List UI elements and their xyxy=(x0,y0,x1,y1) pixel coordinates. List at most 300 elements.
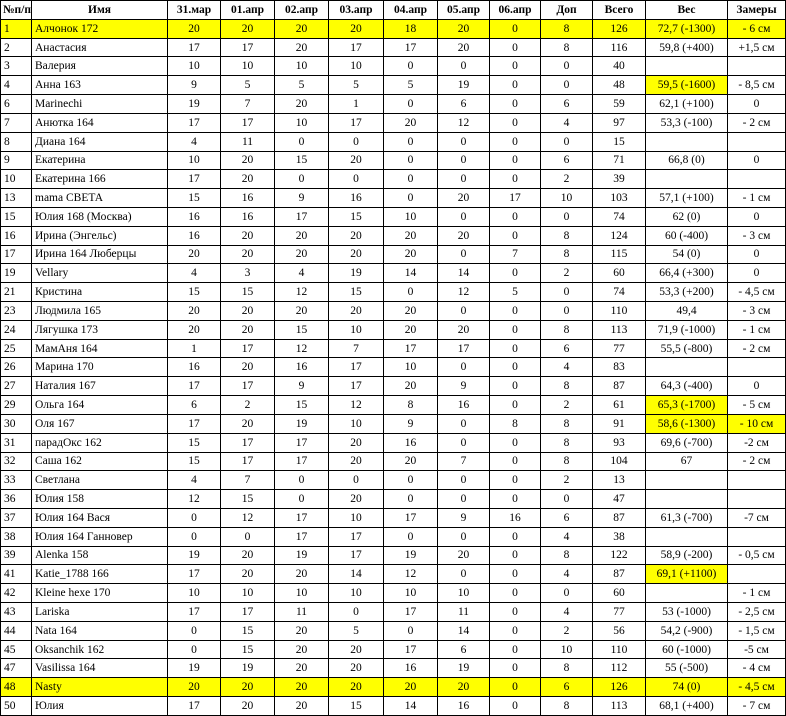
table-row xyxy=(1,621,786,640)
day-score-cell: 19 xyxy=(168,95,221,114)
day-score-cell: 20 xyxy=(384,226,438,245)
table-row xyxy=(1,584,786,603)
measurement-cell: - 0,5 см xyxy=(728,546,786,565)
measurement-cell: - 1 см xyxy=(728,584,786,603)
row-number: 21 xyxy=(1,283,32,302)
column-header: 02.апр xyxy=(275,1,329,20)
table-row xyxy=(1,95,786,114)
total-cell: 77 xyxy=(593,339,646,358)
day-score-cell: 16 xyxy=(329,189,384,208)
table-row xyxy=(1,697,786,716)
day-score-cell: 5 xyxy=(384,76,438,95)
day-score-cell: 20 xyxy=(221,320,275,339)
total-cell: 74 xyxy=(593,283,646,302)
total-cell: 60 xyxy=(593,584,646,603)
measurement-cell: - 6 см xyxy=(728,19,786,38)
row-number: 16 xyxy=(1,226,32,245)
day-score-cell: 17 xyxy=(384,640,438,659)
extra-cell: 8 xyxy=(541,546,593,565)
total-cell: 126 xyxy=(593,678,646,697)
extra-cell: 4 xyxy=(541,565,593,584)
day-score-cell: 12 xyxy=(275,283,329,302)
table-row xyxy=(1,339,786,358)
day-score-cell: 20 xyxy=(438,189,490,208)
day-score-cell: 20 xyxy=(275,621,329,640)
day-score-cell: 17 xyxy=(221,603,275,622)
table-row xyxy=(1,603,786,622)
day-score-cell: 0 xyxy=(490,38,541,57)
table-row xyxy=(1,189,786,208)
row-number: 6 xyxy=(1,95,32,114)
weight-cell xyxy=(646,471,728,490)
extra-cell: 4 xyxy=(541,358,593,377)
day-score-cell: 20 xyxy=(275,38,329,57)
table-row xyxy=(1,226,786,245)
day-score-cell: 20 xyxy=(168,320,221,339)
day-score-cell: 0 xyxy=(438,490,490,509)
participant-name: Юлия 164 Ганновер xyxy=(32,527,168,546)
extra-cell: 8 xyxy=(541,226,593,245)
weight-cell: 58,6 (-1300) xyxy=(646,414,728,433)
day-score-cell: 0 xyxy=(490,264,541,283)
day-score-cell: 0 xyxy=(490,659,541,678)
extra-cell: 8 xyxy=(541,414,593,433)
table-row xyxy=(1,396,786,415)
measurement-cell: - 2 см xyxy=(728,339,786,358)
day-score-cell: 20 xyxy=(275,19,329,38)
day-score-cell: 0 xyxy=(275,170,329,189)
table-row xyxy=(1,207,786,226)
table-row xyxy=(1,76,786,95)
day-score-cell: 12 xyxy=(438,283,490,302)
weight-cell: 53 (-1000) xyxy=(646,603,728,622)
extra-cell: 6 xyxy=(541,151,593,170)
day-score-cell: 20 xyxy=(275,697,329,716)
day-score-cell: 16 xyxy=(490,508,541,527)
day-score-cell: 20 xyxy=(384,377,438,396)
measurement-cell: - 2 см xyxy=(728,113,786,132)
day-score-cell: 0 xyxy=(490,490,541,509)
table-row xyxy=(1,377,786,396)
extra-cell: 6 xyxy=(541,678,593,697)
day-score-cell: 20 xyxy=(221,678,275,697)
day-score-cell: 9 xyxy=(438,377,490,396)
day-score-cell: 0 xyxy=(384,283,438,302)
day-score-cell: 15 xyxy=(168,189,221,208)
day-score-cell: 17 xyxy=(275,433,329,452)
total-cell: 15 xyxy=(593,132,646,151)
table-row xyxy=(1,433,786,452)
measurement-cell xyxy=(728,565,786,584)
extra-cell: 0 xyxy=(541,584,593,603)
day-score-cell: 0 xyxy=(490,95,541,114)
row-number: 38 xyxy=(1,527,32,546)
day-score-cell: 16 xyxy=(168,226,221,245)
day-score-cell: 0 xyxy=(384,621,438,640)
row-number: 29 xyxy=(1,396,32,415)
measurement-cell xyxy=(728,527,786,546)
weight-cell: 60 (-1000) xyxy=(646,640,728,659)
weight-cell xyxy=(646,527,728,546)
day-score-cell: 15 xyxy=(221,283,275,302)
day-score-cell: 7 xyxy=(438,452,490,471)
row-number: 33 xyxy=(1,471,32,490)
day-score-cell: 20 xyxy=(329,19,384,38)
day-score-cell: 17 xyxy=(329,113,384,132)
measurement-cell: - 2,5 см xyxy=(728,603,786,622)
day-score-cell: 17 xyxy=(438,339,490,358)
participant-name: Юлия 164 Вася xyxy=(32,508,168,527)
weight-cell xyxy=(646,132,728,151)
participant-name: Наталия 167 xyxy=(32,377,168,396)
day-score-cell: 10 xyxy=(329,414,384,433)
day-score-cell: 20 xyxy=(221,245,275,264)
day-score-cell: 17 xyxy=(329,527,384,546)
total-cell: 87 xyxy=(593,565,646,584)
row-number: 41 xyxy=(1,565,32,584)
extra-cell: 4 xyxy=(541,603,593,622)
day-score-cell: 20 xyxy=(438,38,490,57)
weight-cell xyxy=(646,170,728,189)
participant-name: Oksanchik 162 xyxy=(32,640,168,659)
day-score-cell: 0 xyxy=(221,527,275,546)
day-score-cell: 0 xyxy=(438,471,490,490)
day-score-cell: 0 xyxy=(490,697,541,716)
row-number: 26 xyxy=(1,358,32,377)
participant-name: Екатерина xyxy=(32,151,168,170)
day-score-cell: 17 xyxy=(329,377,384,396)
day-score-cell: 7 xyxy=(221,471,275,490)
table-row xyxy=(1,151,786,170)
weight-cell: 60 (-400) xyxy=(646,226,728,245)
day-score-cell: 16 xyxy=(168,358,221,377)
measurement-cell: - 2 см xyxy=(728,452,786,471)
weight-cell xyxy=(646,57,728,76)
day-score-cell: 20 xyxy=(221,697,275,716)
measurement-cell: +1,5 см xyxy=(728,38,786,57)
day-score-cell: 0 xyxy=(384,57,438,76)
day-score-cell: 17 xyxy=(275,207,329,226)
participant-name: Анна 163 xyxy=(32,76,168,95)
day-score-cell: 0 xyxy=(384,527,438,546)
table-row xyxy=(1,640,786,659)
day-score-cell: 17 xyxy=(384,603,438,622)
weight-cell: 49,4 xyxy=(646,302,728,321)
day-score-cell: 17 xyxy=(221,38,275,57)
participant-name: Lariska xyxy=(32,603,168,622)
day-score-cell: 8 xyxy=(384,396,438,415)
row-number: 9 xyxy=(1,151,32,170)
total-cell: 77 xyxy=(593,603,646,622)
day-score-cell: 0 xyxy=(490,621,541,640)
table-row xyxy=(1,358,786,377)
row-number: 39 xyxy=(1,546,32,565)
day-score-cell: 17 xyxy=(221,113,275,132)
total-cell: 39 xyxy=(593,170,646,189)
extra-cell: 0 xyxy=(541,490,593,509)
weight-cell: 64,3 (-400) xyxy=(646,377,728,396)
table-row xyxy=(1,546,786,565)
day-score-cell: 16 xyxy=(438,396,490,415)
row-number: 2 xyxy=(1,38,32,57)
extra-cell: 8 xyxy=(541,377,593,396)
day-score-cell: 20 xyxy=(221,226,275,245)
participant-name: Кристина xyxy=(32,283,168,302)
day-score-cell: 17 xyxy=(221,339,275,358)
day-score-cell: 17 xyxy=(329,546,384,565)
day-score-cell: 0 xyxy=(490,358,541,377)
weight-cell: 74 (0) xyxy=(646,678,728,697)
day-score-cell: 0 xyxy=(490,19,541,38)
day-score-cell: 0 xyxy=(168,508,221,527)
day-score-cell: 16 xyxy=(384,433,438,452)
day-score-cell: 17 xyxy=(384,339,438,358)
day-score-cell: 20 xyxy=(329,302,384,321)
day-score-cell: 0 xyxy=(490,113,541,132)
row-number: 36 xyxy=(1,490,32,509)
participant-name: Katie_1788 166 xyxy=(32,565,168,584)
table-row xyxy=(1,38,786,57)
day-score-cell: 0 xyxy=(490,132,541,151)
extra-cell: 6 xyxy=(541,508,593,527)
weight-cell: 62 (0) xyxy=(646,207,728,226)
participant-name: МамАня 164 xyxy=(32,339,168,358)
day-score-cell: 10 xyxy=(329,57,384,76)
day-score-cell: 10 xyxy=(329,508,384,527)
measurement-cell: - 7 см xyxy=(728,697,786,716)
day-score-cell: 0 xyxy=(490,57,541,76)
measurement-cell: - 4 см xyxy=(728,659,786,678)
total-cell: 47 xyxy=(593,490,646,509)
day-score-cell: 0 xyxy=(438,151,490,170)
participant-name: Ирина (Энгельс) xyxy=(32,226,168,245)
day-score-cell: 20 xyxy=(438,19,490,38)
day-score-cell: 0 xyxy=(384,151,438,170)
day-score-cell: 14 xyxy=(384,264,438,283)
day-score-cell: 14 xyxy=(384,697,438,716)
day-score-cell: 17 xyxy=(221,433,275,452)
day-score-cell: 0 xyxy=(275,490,329,509)
row-number: 19 xyxy=(1,264,32,283)
day-score-cell: 20 xyxy=(329,226,384,245)
day-score-cell: 20 xyxy=(438,678,490,697)
day-score-cell: 19 xyxy=(384,546,438,565)
total-cell: 115 xyxy=(593,245,646,264)
participant-name: Marinechi xyxy=(32,95,168,114)
day-score-cell: 5 xyxy=(490,283,541,302)
day-score-cell: 0 xyxy=(384,189,438,208)
table-body xyxy=(1,19,786,715)
extra-cell: 2 xyxy=(541,621,593,640)
day-score-cell: 17 xyxy=(275,527,329,546)
day-score-cell: 0 xyxy=(329,603,384,622)
day-score-cell: 20 xyxy=(221,414,275,433)
day-score-cell: 0 xyxy=(438,302,490,321)
day-score-cell: 9 xyxy=(275,377,329,396)
total-cell: 103 xyxy=(593,189,646,208)
total-cell: 74 xyxy=(593,207,646,226)
weight-cell: 58,9 (-200) xyxy=(646,546,728,565)
table-row xyxy=(1,320,786,339)
day-score-cell: 14 xyxy=(438,264,490,283)
weight-cell: 55 (-500) xyxy=(646,659,728,678)
day-score-cell: 15 xyxy=(329,697,384,716)
column-header: Всего xyxy=(593,1,646,20)
day-score-cell: 10 xyxy=(384,207,438,226)
day-score-cell: 10 xyxy=(384,358,438,377)
day-score-cell: 15 xyxy=(168,283,221,302)
day-score-cell: 4 xyxy=(168,471,221,490)
measurement-cell: - 8,5 см xyxy=(728,76,786,95)
day-score-cell: 15 xyxy=(221,640,275,659)
day-score-cell: 10 xyxy=(221,57,275,76)
table-row xyxy=(1,283,786,302)
row-number: 1 xyxy=(1,19,32,38)
total-cell: 113 xyxy=(593,320,646,339)
day-score-cell: 20 xyxy=(384,245,438,264)
measurement-cell: - 4,5 см xyxy=(728,283,786,302)
participant-name: Ольга 164 xyxy=(32,396,168,415)
day-score-cell: 15 xyxy=(329,283,384,302)
day-score-cell: 2 xyxy=(221,396,275,415)
row-number: 30 xyxy=(1,414,32,433)
table-row xyxy=(1,57,786,76)
measurement-cell: 0 xyxy=(728,207,786,226)
measurement-cell: -7 см xyxy=(728,508,786,527)
extra-cell: 0 xyxy=(541,302,593,321)
measurement-cell: 0 xyxy=(728,377,786,396)
day-score-cell: 0 xyxy=(438,245,490,264)
day-score-cell: 20 xyxy=(168,678,221,697)
day-score-cell: 6 xyxy=(438,95,490,114)
day-score-cell: 14 xyxy=(329,565,384,584)
weight-cell: 65,3 (-1700) xyxy=(646,396,728,415)
extra-cell: 8 xyxy=(541,452,593,471)
day-score-cell: 0 xyxy=(490,678,541,697)
day-score-cell: 19 xyxy=(438,76,490,95)
day-score-cell: 15 xyxy=(275,396,329,415)
weight-cell: 53,3 (+200) xyxy=(646,283,728,302)
extra-cell: 8 xyxy=(541,245,593,264)
measurement-cell: - 10 см xyxy=(728,414,786,433)
participant-name: Юлия 168 (Москва) xyxy=(32,207,168,226)
day-score-cell: 10 xyxy=(168,584,221,603)
day-score-cell: 10 xyxy=(329,320,384,339)
day-score-cell: 19 xyxy=(221,659,275,678)
day-score-cell: 19 xyxy=(329,264,384,283)
table-row xyxy=(1,19,786,38)
extra-cell: 0 xyxy=(541,283,593,302)
day-score-cell: 15 xyxy=(329,207,384,226)
table-row xyxy=(1,508,786,527)
day-score-cell: 19 xyxy=(438,659,490,678)
measurement-cell xyxy=(728,132,786,151)
day-score-cell: 0 xyxy=(490,170,541,189)
day-score-cell: 20 xyxy=(221,19,275,38)
day-score-cell: 10 xyxy=(275,584,329,603)
day-score-cell: 11 xyxy=(275,603,329,622)
row-number: 4 xyxy=(1,76,32,95)
day-score-cell: 17 xyxy=(384,508,438,527)
column-header: Имя xyxy=(32,1,168,20)
day-score-cell: 5 xyxy=(221,76,275,95)
day-score-cell: 20 xyxy=(275,640,329,659)
measurement-cell xyxy=(728,490,786,509)
total-cell: 116 xyxy=(593,38,646,57)
day-score-cell: 17 xyxy=(168,603,221,622)
column-header: 05.апр xyxy=(438,1,490,20)
day-score-cell: 15 xyxy=(275,151,329,170)
day-score-cell: 0 xyxy=(168,640,221,659)
day-score-cell: 9 xyxy=(384,414,438,433)
total-cell: 59 xyxy=(593,95,646,114)
day-score-cell: 20 xyxy=(275,226,329,245)
day-score-cell: 9 xyxy=(168,76,221,95)
day-score-cell: 17 xyxy=(168,697,221,716)
day-score-cell: 0 xyxy=(490,377,541,396)
column-header: 04.апр xyxy=(384,1,438,20)
extra-cell: 8 xyxy=(541,697,593,716)
day-score-cell: 16 xyxy=(384,659,438,678)
day-score-cell: 0 xyxy=(438,207,490,226)
day-score-cell: 16 xyxy=(221,189,275,208)
column-header: Замеры xyxy=(728,1,786,20)
day-score-cell: 20 xyxy=(329,151,384,170)
weight-cell: 71,9 (-1000) xyxy=(646,320,728,339)
day-score-cell: 3 xyxy=(221,264,275,283)
day-score-cell: 7 xyxy=(490,245,541,264)
measurement-cell: - 3 см xyxy=(728,302,786,321)
day-score-cell: 0 xyxy=(490,433,541,452)
measurement-cell xyxy=(728,57,786,76)
day-score-cell: 1 xyxy=(329,95,384,114)
row-number: 10 xyxy=(1,170,32,189)
total-cell: 124 xyxy=(593,226,646,245)
extra-cell: 6 xyxy=(541,95,593,114)
day-score-cell: 0 xyxy=(329,132,384,151)
total-cell: 38 xyxy=(593,527,646,546)
measurement-cell xyxy=(728,358,786,377)
day-score-cell: 19 xyxy=(168,659,221,678)
day-score-cell: 10 xyxy=(221,584,275,603)
day-score-cell: 20 xyxy=(384,320,438,339)
day-score-cell: 11 xyxy=(438,603,490,622)
header-row xyxy=(1,1,786,20)
total-cell: 56 xyxy=(593,621,646,640)
day-score-cell: 17 xyxy=(221,377,275,396)
day-score-cell: 0 xyxy=(275,132,329,151)
day-score-cell: 0 xyxy=(490,396,541,415)
row-number: 17 xyxy=(1,245,32,264)
weight-cell: 72,7 (-1300) xyxy=(646,19,728,38)
day-score-cell: 19 xyxy=(275,414,329,433)
column-header: 01.апр xyxy=(221,1,275,20)
participant-name: Лягушка 173 xyxy=(32,320,168,339)
total-cell: 87 xyxy=(593,377,646,396)
day-score-cell: 12 xyxy=(221,508,275,527)
extra-cell: 0 xyxy=(541,57,593,76)
total-cell: 13 xyxy=(593,471,646,490)
total-cell: 40 xyxy=(593,57,646,76)
day-score-cell: 20 xyxy=(275,659,329,678)
table-row xyxy=(1,490,786,509)
extra-cell: 2 xyxy=(541,170,593,189)
day-score-cell: 4 xyxy=(168,264,221,283)
day-score-cell: 20 xyxy=(384,302,438,321)
participant-name: Alenka 158 xyxy=(32,546,168,565)
extra-cell: 8 xyxy=(541,320,593,339)
extra-cell: 2 xyxy=(541,264,593,283)
